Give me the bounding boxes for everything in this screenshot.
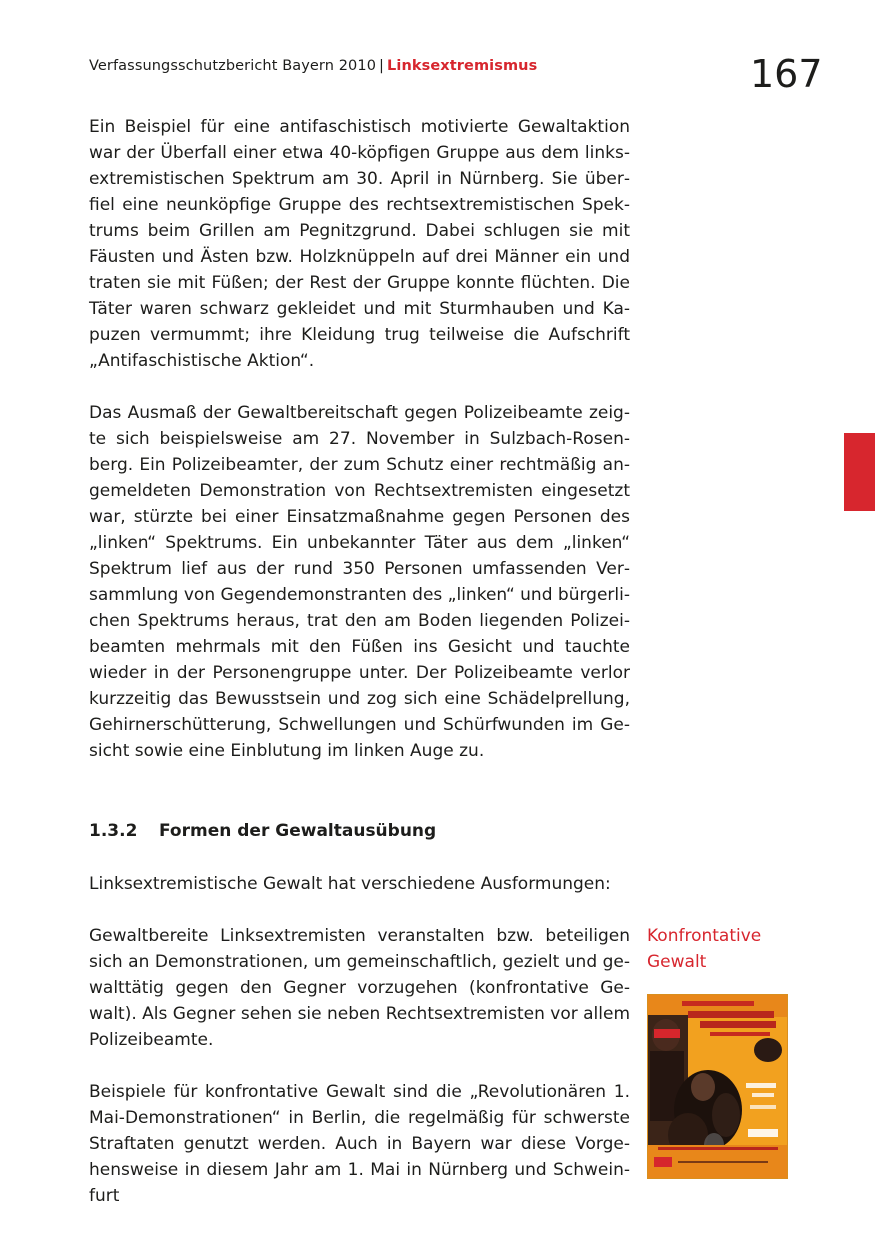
paragraph-may-day-examples xyxy=(89,1079,630,1209)
demonstration-poster-image xyxy=(647,994,788,1179)
paragraph-police-violence xyxy=(89,400,630,764)
paragraph-text: Linksextremistische Gewalt hat verschiedene Ausformungen: xyxy=(89,874,611,894)
running-header xyxy=(89,58,537,74)
paragraph-text: Gewaltbereite Linksextremisten veranstalten bzw. beteiligen sich an Demonstrationen, um gemeinschaftlich, gezielt und gewalttätig gegen den Gegner vorzugehen (konfrontative Gewalt). Als Gegner sehen sie neben Rechtsextremisten vor allem Polizeibeamte. xyxy=(89,926,630,1050)
paragraph-intro xyxy=(89,871,630,897)
chapter-name: Linksextremismus xyxy=(387,58,538,74)
section-title: Formen der Gewaltausübung xyxy=(159,821,437,841)
margin-note xyxy=(647,923,787,975)
paragraph-text: Beispiele für konfrontative Gewalt sind die „Revolutionären 1. Mai-Demonstrationen“ in Berlin, die regelmäßig für schwerste Straftaten genutzt werden. Auch in Bayern war diese Vorgehensweise in diesem Jahr am 1. Mai in Nürnberg und Schweinfurt xyxy=(89,1082,630,1206)
paragraph-confrontational-violence xyxy=(89,923,630,1053)
margin-note-line: Gewalt xyxy=(647,952,707,972)
poster-illustration xyxy=(648,995,787,1178)
section-number: 1.3.2 xyxy=(89,821,138,841)
page-number: 167 xyxy=(750,52,823,96)
running-title: Verfassungsschutzbericht Bayern 2010 xyxy=(89,58,377,74)
margin-note-line: Konfrontative xyxy=(647,926,762,946)
paragraph-antifa-attack xyxy=(89,114,630,374)
paragraph-text: Ein Beispiel für eine antifaschistisch motivierte Gewaltaktion war der Überfall einer etwa 40-köpfigen Gruppe aus dem linksextremistischen Spektrum am 30. April in Nürnberg. Sie überfiel eine neunköpfige Gruppe des rechtsextremistischen Spektrums beim Grillen am Pegnitzgrund. Dabei schlugen sie mit Fäusten und Ästen bzw. Holzknüppeln auf drei Männer ein und traten sie mit Füßen; der Rest der Gruppe konnte flüchten. Die Täter waren schwarz gekleidet und mit Sturmhauben und Kapuzen vermummt; ihre Kleidung trug teilweise die Aufschrift „Antifaschistische Aktion“. xyxy=(89,117,630,371)
paragraph-text: Das Ausmaß der Gewaltbereitschaft gegen Polizeibeamte zeigte sich beispielsweise am 27. November in Sulzbach-Rosenberg. Ein Polizeibeamter, der zum Schutz einer rechtmäßig angemeldeten Demonstration von Rechtsextremisten eingesetzt war, stürzte bei einer Einsatzmaßnahme gegen Personen des „linken“ Spektrums. Ein unbekannter Täter aus dem „linken“ Spektrum lief aus der rund 350 Personen umfassenden Versammlung von Gegendemonstranten des „linken“ und bürgerlichen Spektrums heraus, trat den am Boden liegenden Polizeibeamten mehrmals mit den Füßen ins Gesicht und tauchte wieder in der Personengruppe unter. Der Polizeibeamte verlor kurzzeitig das Bewusstsein und zog sich eine Schädelprellung, Gehirnerschütterung, Schwellungen und Schürfwunden im Gesicht sowie eine Einblutung im linken Auge zu. xyxy=(89,403,630,761)
chapter-tab-marker xyxy=(844,433,875,511)
section-heading xyxy=(89,818,436,844)
header-separator: | xyxy=(379,58,385,74)
